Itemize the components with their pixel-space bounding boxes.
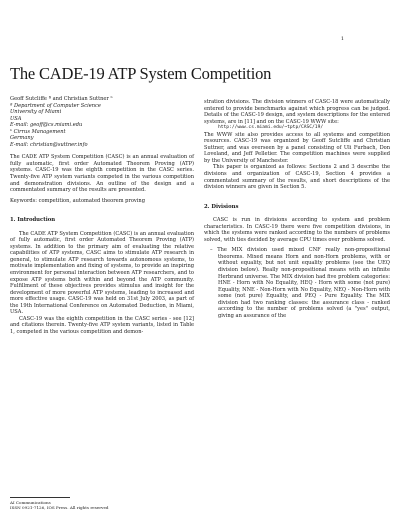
paragraph: CASC is run in divisions according to system and problem characteristics. In CASC-19 there were five competition divisions, in which the systems were ranked according to the numbers of problems solved, with ties decided by average CPU times over problems solved. [204, 217, 390, 243]
paragraph: CASC-19 was the eighth competition in the CASC series - see [12] and citations therein. Twenty-five ATP system variants, listed in Table 1, competed in the various competition and demon- [10, 315, 194, 335]
affiliation-line: USA [10, 115, 22, 122]
paragraph: The WWW site also provides access to all systems and competition resources. CASC-19 was organized by Geoff Sutcliffe and Christian Suttner, and was overseen by a panel consisting of Uli Furbach, Don Loveland, and Jeff Pelletier. The competition machines were supplied by the University of Manchester. [204, 131, 390, 164]
paper-title: The CADE-19 ATP System Competition [10, 64, 272, 83]
affiliation-line: E-mail: geoff@cs.miami.edu [10, 122, 83, 129]
affiliation-line: ª Department of Computer Science [10, 102, 101, 109]
section-heading-divisions: 2. Divisions [204, 203, 239, 210]
list-item-mix-division: – The MIX division used mixed CNF really non-propositional theorems. Mixed means Horn and non-Horn problems, with or without equality, but not unit equality problems (see the UEQ division below). Really non-propositional means with an infinite Herbrand universe. The MIX division had five problem categories: HNE - Horn with No Equality, HEQ - Horn with some (not pure) Equality, NNE - Non-Horn with No Equality, NEQ - Non-Horn with some (not pure) Equality, and PEQ - Pure Equality. The MIX division had two ranking classes: the assurance class - ranked according to the number of problems solved (a "yes" output, giving an assurance of the [210, 247, 390, 319]
page-number: 1 [340, 36, 344, 42]
paragraph: The CADE ATP System Competition (CASC) is an annual evaluation of fully automatic, first order Automated Theorem Proving (ATP) systems. In addition to the primary aim of evaluating the relative capabilities of ATP systems, CASC aims to stimulate ATP research in general, to stimulate ATP research towards autonomous systems, to motivate implementation and fixing of systems, to provide an inspiring environment for personal interaction between ATP researchers, and to expose ATP systems both within and beyond the ATP community. Fulfillment of these objectives provides stimulus and insight for the development of more powerful ATP systems, leading to increased and more effective usage. CASC-19 was held on 31st July 2003, as part of the 19th International Conference on Automated Deduction, in Miami, USA. [10, 230, 194, 316]
footer-rule [10, 497, 70, 498]
casc-url[interactable]: http://www.cs.miami.edu/~tptp/CASC/19/ [218, 125, 324, 131]
affiliation-line: ᵇ Cirrus Management [10, 128, 66, 135]
paragraph: This paper is organized as follows: Sections 2 and 3 describe the divisions and organization of CASC-19, Section 4 provides a commentated summary of the results, and short descriptions of the division winners are given in Section 5. [204, 164, 390, 191]
affiliation-line: Germany [10, 135, 34, 142]
footer-journal: AI Communications [10, 500, 51, 505]
affiliation-line: E-mail: christian@suttner.info [10, 141, 88, 148]
abstract-text: The CADE ATP System Competition (CASC) is an annual evaluation of fully automatic, first order Automated Theorem Proving (ATP) systems. CASC-19 was the eighth competition in the CASC series. Twenty-five ATP system variants competed in the various competition and demonstration divisions. An outline of the design and a commentated summary of the results are presented. [10, 154, 194, 194]
keywords: Keywords: competition, automated theorem proving [10, 197, 145, 204]
left-column [10, 96, 194, 336]
affiliation-line: University of Miami [10, 109, 62, 116]
abstract [10, 154, 194, 193]
footer [10, 500, 194, 510]
paragraph: stration divisions. The division winners of CASC-18 were automatically entered to provide benchmarks against which progress can be judged. Details of the CASC-19 design, and system descriptions for the entered systems, are in [11] and on the CASC-19 WWW site: [204, 99, 390, 125]
right-column [204, 99, 390, 319]
footer-issn: ISSN 0921-7126, IOS Press. All rights reserved [10, 505, 109, 510]
authors: Geoff Sutcliffe ª and Christian Suttner ᵇ [10, 96, 113, 102]
section-heading-introduction: 1. Introduction [10, 217, 56, 224]
affiliations [10, 103, 194, 149]
